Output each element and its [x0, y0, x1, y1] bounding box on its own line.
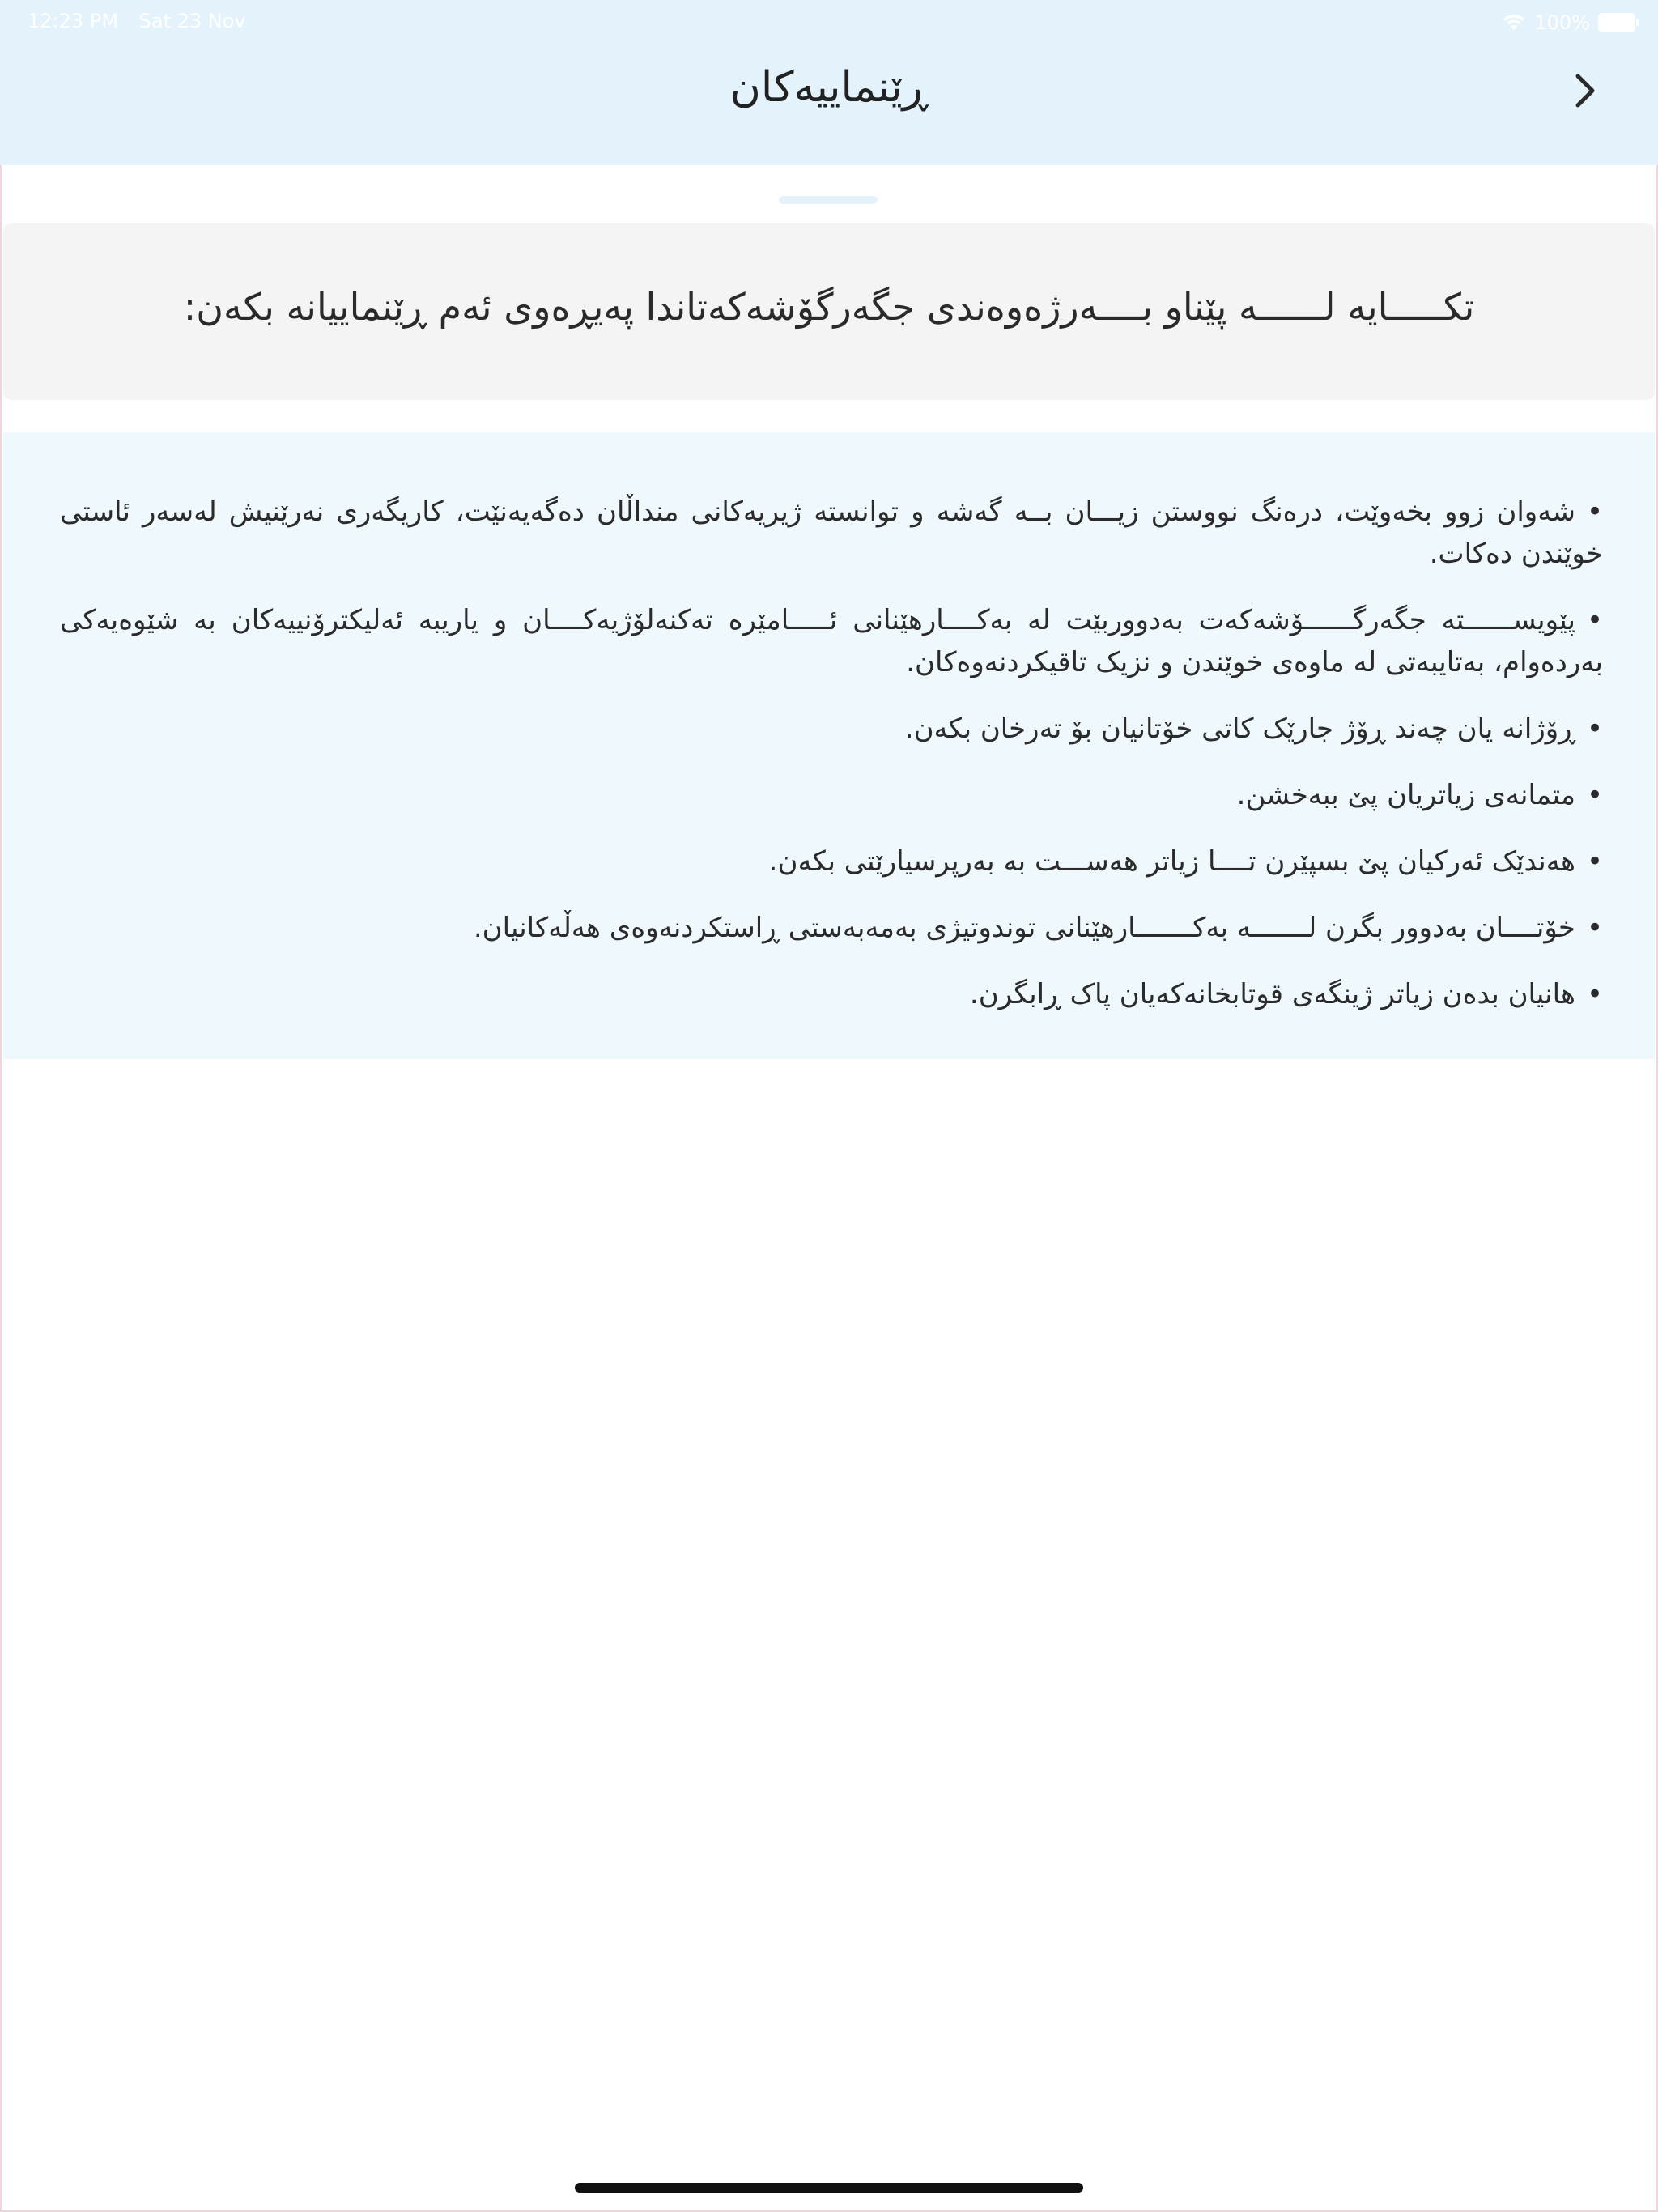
bullet: •: [1586, 713, 1603, 745]
status-date: Sat 23 Nov: [138, 10, 246, 32]
bullet: •: [1586, 912, 1603, 944]
wifi-icon: [1502, 14, 1526, 32]
battery-percent: 100%: [1534, 11, 1590, 34]
guideline-text: ڕۆژانە یان چەند ڕۆژ جارێک کاتی خۆتانیان بۆ تەرخان بکەن.: [904, 713, 1575, 745]
guideline-item: [60, 907, 1603, 949]
chevron-right-icon: [1573, 72, 1597, 109]
guideline-item: [60, 840, 1603, 883]
guideline-text: متمانەی زیاتریان پێ ببەخشن.: [1236, 779, 1575, 811]
guideline-item: [60, 774, 1603, 816]
status-right: [1502, 10, 1635, 36]
navigation-bar: [0, 45, 1658, 165]
battery-icon: [1598, 13, 1635, 32]
bullet: •: [1586, 779, 1603, 811]
page-title: ڕێنماییەکان: [729, 63, 929, 112]
guideline-item: [60, 491, 1603, 575]
status-bar: [0, 0, 1658, 45]
guideline-item: [60, 708, 1603, 750]
bullet: •: [1586, 496, 1603, 528]
status-time: 12:23 PM: [28, 10, 118, 32]
guideline-text: پێویســــــته جگەرگــــــۆشەکەت بەدووربێت له بەکــــارهێنانی ئـــــامێرە تەکنەلۆژیەکــــان و یاریبە ئەلیکترۆنییەکان بە شێوەیەکی بەردەوام، بەتایبەتی لە ماوەی خوێندن و نزیک تاقیکردنەوەکان.: [60, 604, 1603, 678]
guidelines-panel: [3, 432, 1655, 1059]
guideline-text: شەوان زوو بخەوێت، درەنگ نووستن زیـــان بــە گەشە و توانستە ژیریەکانی منداڵان دەگەیەنێت، کاریگەری نەرێنیش لەسەر ئاستی خوێندن دەکات.: [60, 496, 1603, 570]
intro-text: تکـــــایه لــــــه پێناو بــــەرژەوەندی جگەرگۆشەکەتاندا پەیڕەوی ئەم ڕێنماییانە بکەن:: [183, 285, 1475, 329]
status-left: [28, 10, 261, 32]
guideline-item: [60, 973, 1603, 1015]
sheet-grabber[interactable]: [779, 196, 878, 204]
guideline-text: خۆتــــان بەدوور بگرن لـــــــه بەکـــــــارهێنانی توندوتیژی بەمەبەستی ڕاستکردنەوەی هەڵەکانیان.: [473, 912, 1575, 944]
back-button[interactable]: [1562, 65, 1608, 117]
guideline-text: هانیان بدەن زیاتر ژینگەی قوتابخانەکەیان پاک ڕابگرن.: [969, 978, 1575, 1010]
bullet: •: [1586, 604, 1603, 636]
guideline-item: [60, 599, 1603, 683]
bullet: •: [1586, 845, 1603, 878]
intro-card: [3, 223, 1655, 400]
guidelines-list: [60, 491, 1603, 1040]
guideline-text: هەندێک ئەرکیان پێ بسپێرن تــــا زیاتر هەســـت بە بەرپرسیارێتی بکەن.: [768, 845, 1575, 878]
home-indicator[interactable]: [575, 2183, 1083, 2193]
bullet: •: [1586, 978, 1603, 1010]
